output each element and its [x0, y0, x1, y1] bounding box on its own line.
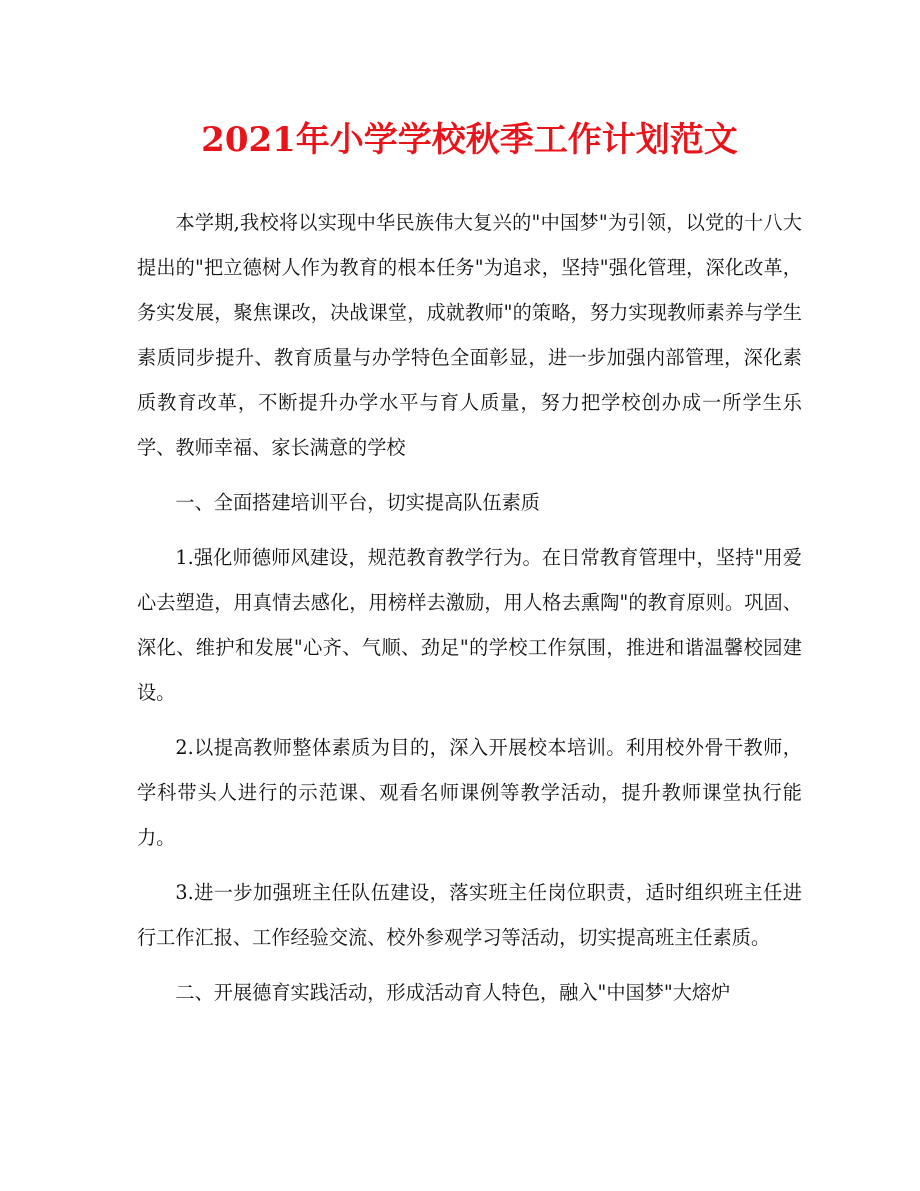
paragraph-item-2: 2.以提高教师整体素质为目的，深入开展校本培训。利用校外骨干教师，学科带头人进行的示范课、观看名师课例等教学活动，提升教师课堂执行能力。	[137, 736, 802, 849]
paragraph-item-3: 3.进一步加强班主任队伍建设，落实班主任岗位职责，适时组织班主任进行工作汇报、工作经验交流、校外参观学习等活动，切实提高班主任素质。	[137, 881, 802, 949]
paragraph-intro: 本学期,我校将以实现中华民族伟大复兴的"中国梦"为引领，以党的十八大提出的"把立德树人作为教育的根本任务"为追求，坚持"强化管理，深化改革，务实发展，聚焦课改，决战课堂，成就教师"的策略，努力实现教师素养与学生素质同步提升、教育质量与办学特色全面彰显，进一步加强内部管理，深化素质教育改革，不断提升办学水平与育人质量，努力把学校创办成一所学生乐学、教师幸福、家长满意的学校	[137, 211, 802, 459]
section-heading-1: 一、全面搭建培训平台，切实提高队伍素质	[175, 491, 540, 514]
section-heading-2: 二、开展德育实践活动，形成活动育人特色，融入"中国梦"大熔炉	[175, 981, 731, 1004]
paragraph-item-1: 1.强化师德师风建设，规范教育教学行为。在日常教育管理中，坚持"用爱心去塑造，用真情去感化，用榜样去激励，用人格去熏陶"的教育原则。巩固、深化、维护和发展"心齐、气顺、劲足"的学校工作氛围，推进和谐温馨校园建设。	[137, 546, 802, 704]
document-title: 2021年小学学校秋季工作计划范文	[201, 120, 738, 160]
